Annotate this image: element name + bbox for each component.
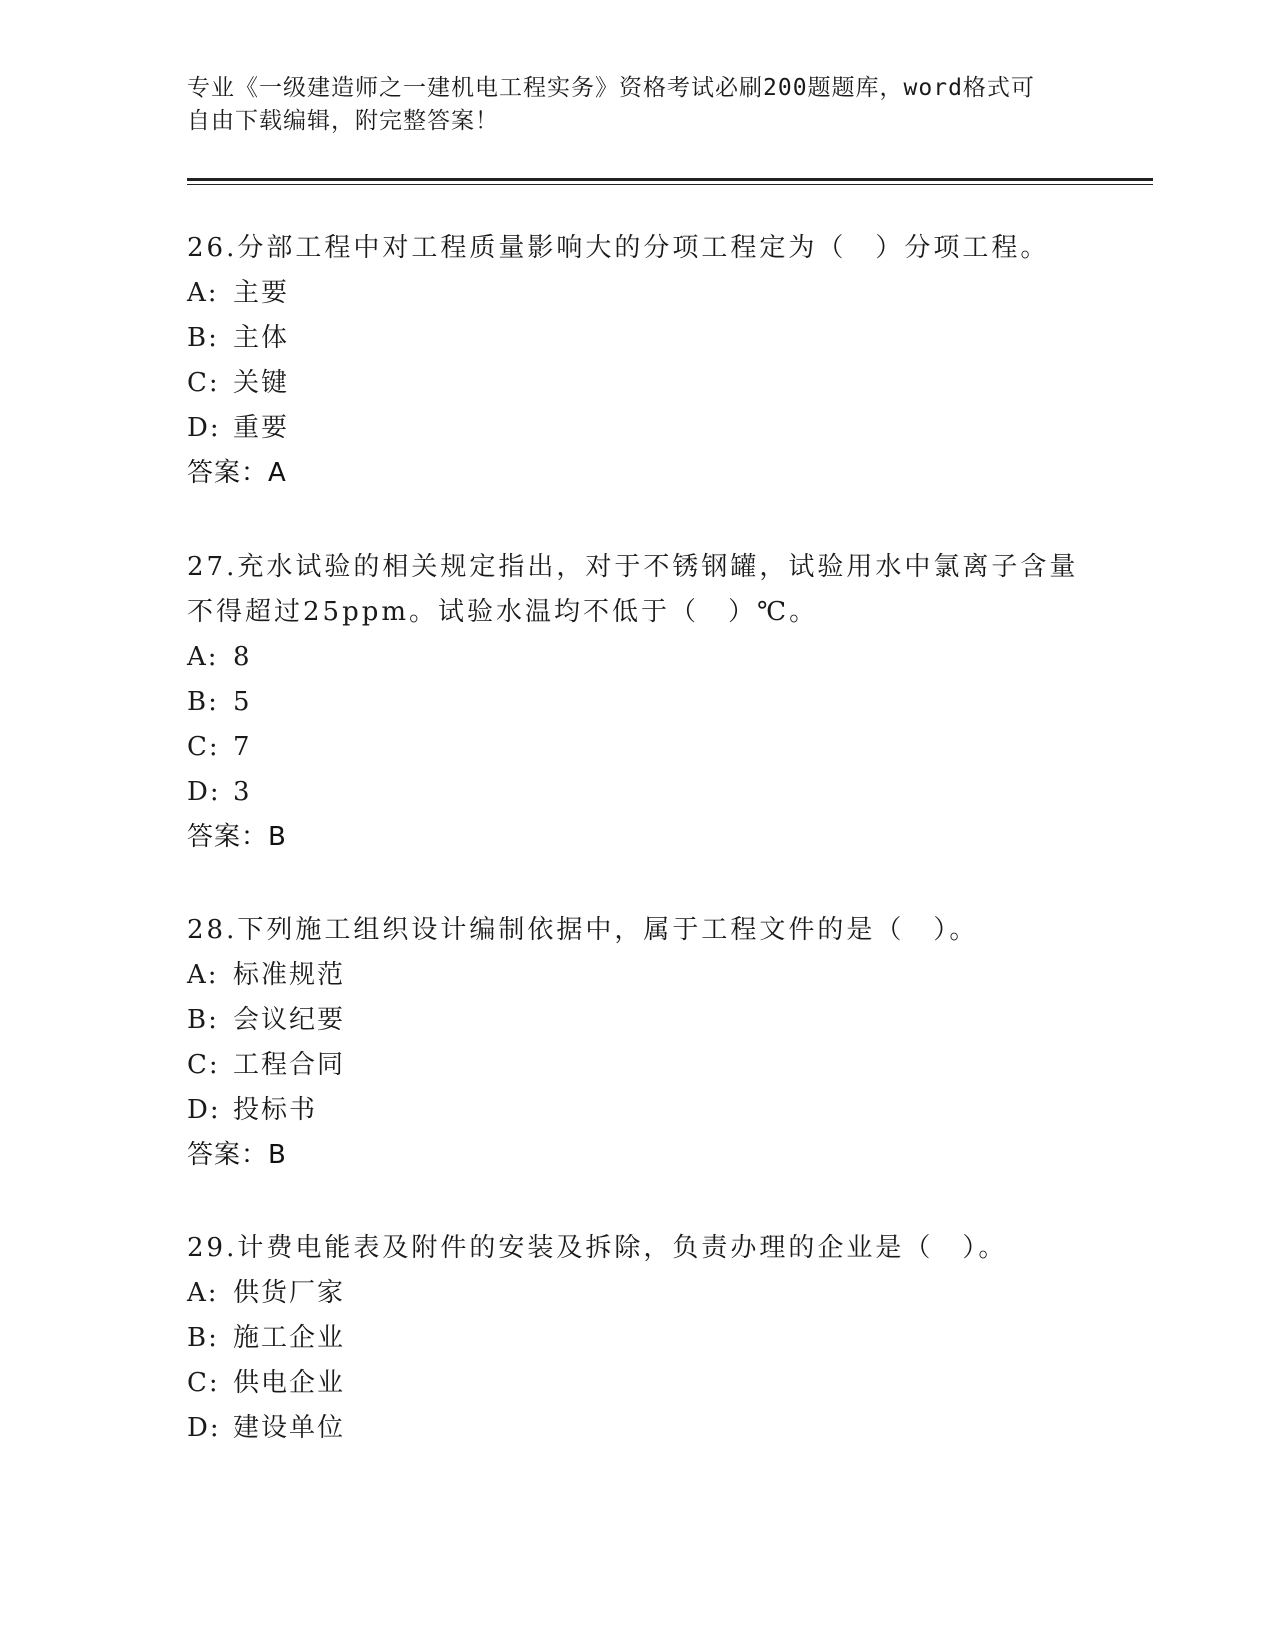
question-stem: 28.下列施工组织设计编制依据中，属于工程文件的是（ ）。 [187, 915, 979, 945]
option-key: A: [187, 960, 219, 990]
option-text: 工程合同 [233, 1050, 346, 1080]
option-b [187, 680, 1087, 725]
option-text: 会议纪要 [233, 1005, 346, 1035]
option-a [187, 1271, 1087, 1316]
option-text: 建设单位 [233, 1413, 346, 1443]
option-key: D: [187, 1095, 221, 1125]
option-key: C: [187, 1050, 220, 1080]
option-key: A: [187, 278, 219, 308]
question-stem: 26.分部工程中对工程质量影响大的分项工程定为（ ）分项工程。 [187, 233, 1050, 263]
option-d [187, 1406, 1087, 1451]
option-d [187, 1088, 1087, 1133]
option-text: 重要 [233, 413, 290, 443]
option-c [187, 1361, 1087, 1406]
option-text: 供货厂家 [233, 1278, 346, 1308]
option-text: 7 [233, 732, 252, 762]
option-key: C: [187, 368, 220, 398]
question-27 [187, 545, 1087, 860]
question-26 [187, 226, 1087, 496]
header-divider-thin [187, 184, 1153, 185]
option-key: A: [187, 642, 219, 672]
option-key: C: [187, 1368, 220, 1398]
question-28 [187, 908, 1087, 1178]
option-text: 施工企业 [233, 1323, 346, 1353]
option-key: D: [187, 1413, 221, 1443]
option-key: B: [187, 1005, 219, 1035]
option-key: C: [187, 732, 220, 762]
header-title-line-2: 自由下载编辑，附完整答案！ [187, 108, 499, 134]
option-a [187, 271, 1087, 316]
answer-label: 答案：B [187, 822, 287, 852]
option-key: B: [187, 687, 219, 717]
option-key: D: [187, 777, 221, 807]
option-text: 投标书 [233, 1095, 318, 1125]
header-title-line-1: 专业《一级建造师之一建机电工程实务》资格考试必刷200题题库，word格式可 [187, 75, 1035, 101]
option-key: D: [187, 413, 221, 443]
question-stem-line-2: 不得超过25ppm。试验水温均不低于（ ）℃。 [187, 597, 819, 627]
option-text: 3 [233, 777, 252, 807]
answer-label: 答案：A [187, 458, 287, 488]
option-text: 5 [233, 687, 252, 717]
header-divider-thick [187, 178, 1153, 181]
document-header [187, 72, 1067, 138]
option-d [187, 770, 1087, 815]
option-text: 供电企业 [233, 1368, 346, 1398]
question-stem-line-1: 27.充水试验的相关规定指出，对于不锈钢罐，试验用水中氯离子含量 [187, 552, 1079, 582]
option-key: B: [187, 323, 219, 353]
question-stem: 29.计费电能表及附件的安装及拆除，负责办理的企业是（ ）。 [187, 1233, 1008, 1263]
option-c [187, 725, 1087, 770]
option-c [187, 361, 1087, 406]
option-key: A: [187, 1278, 219, 1308]
option-d [187, 406, 1087, 451]
option-text: 标准规范 [233, 960, 346, 990]
option-b [187, 998, 1087, 1043]
option-text: 主体 [233, 323, 290, 353]
option-text: 8 [233, 642, 252, 672]
option-text: 关键 [233, 368, 290, 398]
option-a [187, 953, 1087, 998]
option-b [187, 316, 1087, 361]
question-29 [187, 1226, 1087, 1451]
option-a [187, 635, 1087, 680]
option-c [187, 1043, 1087, 1088]
option-text: 主要 [233, 278, 290, 308]
answer-label: 答案：B [187, 1140, 287, 1170]
option-key: B: [187, 1323, 219, 1353]
option-b [187, 1316, 1087, 1361]
